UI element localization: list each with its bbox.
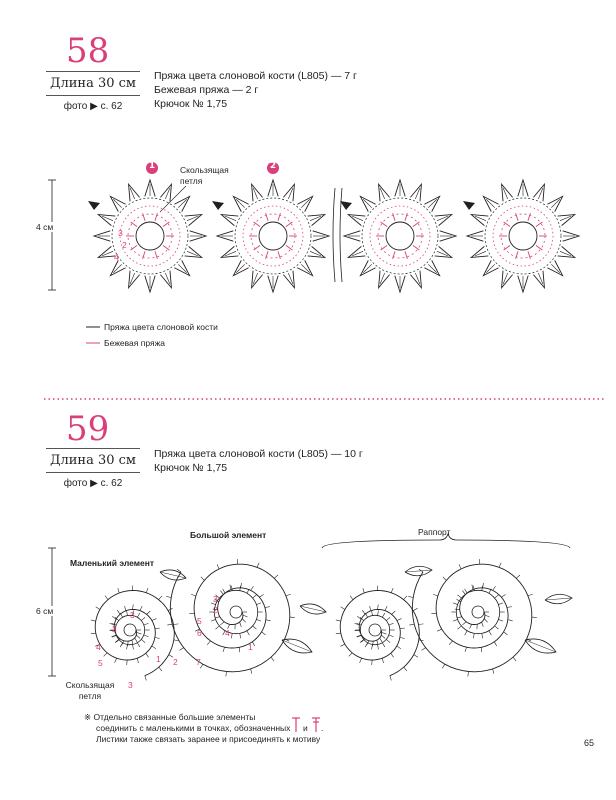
pattern-59-materials: [154, 447, 363, 475]
motifs-59: [91, 559, 572, 680]
pattern-58-length: Длина 30 см: [49, 76, 137, 91]
assembly-note: [84, 712, 320, 745]
break-lines: [333, 188, 342, 282]
round-59-l: 1: [156, 654, 161, 664]
leaves: [160, 566, 572, 653]
big-element-label: Большой элемент: [190, 530, 267, 540]
legend-beige-label: Бежевая пряжа: [104, 338, 165, 348]
big-element: [166, 559, 295, 676]
round-59-b: 2: [213, 605, 218, 615]
pattern-59-photo-ref: фото ▶ с. 62: [63, 478, 123, 489]
slip-loop-pointer: [160, 186, 186, 212]
note-line-2: [84, 723, 320, 734]
round-59-d: 5: [197, 616, 202, 626]
note-and: и: [303, 723, 308, 733]
round-number-3: 3: [118, 228, 123, 238]
round-59-n: 3: [128, 680, 133, 690]
hook-size-59: Крючок № 1,75: [154, 462, 228, 474]
hook-size: Крючок № 1,75: [154, 98, 228, 110]
yarn-ivory: Пряжа цвета слоновой кости (L805) — 7 г: [154, 70, 357, 82]
round-59-f: 7: [196, 657, 201, 667]
pattern-59-length: Длина 30 см: [49, 453, 137, 468]
motif-58-2: [217, 180, 329, 292]
page-number: 65: [584, 738, 595, 748]
yarn-ivory-59: Пряжа цвета слоновой кости (L805) — 10 г: [154, 448, 363, 460]
yarn-beige: Бежевая пряжа — 2 г: [154, 84, 259, 96]
pattern-58-photo-ref: фото ▶ с. 62: [63, 101, 123, 112]
pattern-58-number: 58: [66, 31, 110, 71]
round-59-k: 5: [98, 658, 103, 668]
slip-loop-label-58: Скользящая петля: [180, 165, 229, 186]
height-label-59: 6 см: [36, 606, 54, 616]
round-59-g: 1: [248, 642, 253, 652]
pattern-59-number: 59: [66, 409, 110, 449]
note-line-3: Листики также связать заранее и присоединять к мотиву: [96, 734, 321, 744]
small-element-repeat: [336, 585, 424, 680]
motif-58-1: [94, 180, 206, 292]
motif-58-3: [344, 180, 456, 292]
round-59-i: 3: [130, 610, 135, 620]
small-element: [91, 585, 179, 680]
motifs-58: [94, 180, 579, 292]
round-number-4: 4: [114, 252, 119, 262]
round-59-c: 4: [225, 628, 230, 638]
round-59-j: 4: [96, 642, 101, 652]
slip-loop-label-59: Скользящая петля: [65, 680, 115, 701]
round-number-2: 2: [122, 240, 127, 250]
height-dimension-58: [48, 180, 56, 290]
round-59-m: 2: [173, 657, 178, 667]
note-period: .: [321, 723, 324, 733]
small-element-label: Маленький элемент: [70, 558, 155, 568]
marker-2-label: 2: [269, 161, 277, 171]
marker-1-label: 1: [148, 161, 156, 171]
note-line-1: ※ Отдельно связанные большие элементы: [84, 712, 256, 722]
round-59-e: 6: [197, 628, 202, 638]
height-label-58: 4 см: [36, 222, 54, 232]
repeat-label: Раппорт: [418, 527, 451, 537]
legend-ivory-label: Пряжа цвета слоновой кости: [104, 322, 218, 332]
motif-58-4: [467, 180, 579, 292]
note-line-2a: соединить с маленькими в точках, обозначенных: [96, 723, 291, 733]
round-59-a: 3: [213, 594, 218, 604]
big-element-repeat: [408, 559, 537, 676]
header-rule-top-59: [46, 448, 140, 449]
header-rule-bottom-59: [46, 472, 140, 473]
round-59-h: 2: [112, 624, 117, 634]
